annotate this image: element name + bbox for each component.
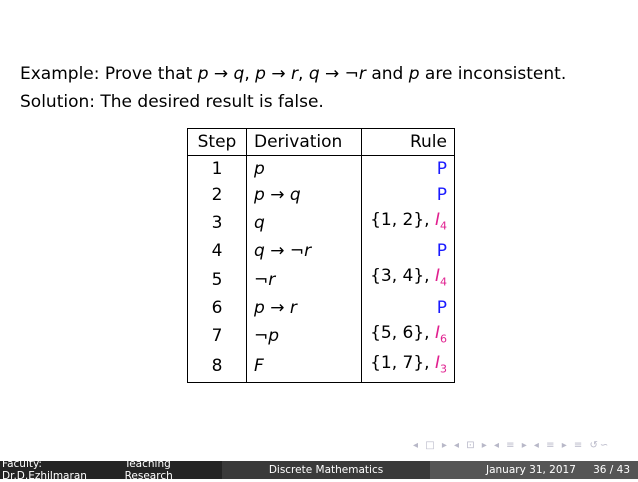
premise-1: p → q [197,64,245,84]
step-cell: 6 [188,295,247,321]
rule-label-text: P [436,159,447,179]
footer-date-block [430,461,638,479]
rule-cell [362,351,455,382]
rule-label [437,159,447,179]
rule-cell [362,321,455,351]
derivation-cell: F [247,351,362,382]
rule-label-text: P [436,297,447,318]
table-row [188,321,455,351]
table-row [188,156,455,183]
rule-label [434,353,447,376]
step-cell: 4 [188,238,247,264]
step-cell: 1 [188,156,247,183]
header-derivation: Derivation [247,129,362,156]
rule-label-text: P [436,241,447,262]
rule-set: {3, 4}, [370,266,430,287]
table-row [188,182,455,208]
rule-set: {5, 6}, [370,322,430,343]
rule-label-text: I [434,322,440,343]
rule-subscript: 4 [440,219,447,233]
derivation-cell: ¬r [247,264,362,294]
table-row [188,208,455,238]
rule-cell [362,238,455,264]
derivation-cell: p [247,156,362,183]
step-cell: 3 [188,208,247,238]
derivation-table [187,128,455,383]
rule-cell [362,295,455,321]
rule-set: {1, 7}, [370,353,430,374]
rule-set: {1, 2}, [370,210,430,230]
header-rule: Rule [362,129,455,156]
derivation-cell: q → ¬r [247,238,362,264]
rule-label-text: I [434,210,440,230]
footer-author-block [0,458,222,482]
rule-cell [362,208,455,238]
rule-subscript: 3 [440,362,447,376]
footer-bar [0,458,638,482]
beamer-navigation-icons[interactable]: ◂ □ ▸ ◂ ⊡ ▸ ◂ ≡ ▸ ◂ ≡ ▸ ≡ ↺∽ [413,440,611,451]
rule-label [434,210,447,233]
derivation-cell: p → r [247,295,362,321]
rule-label [434,266,447,289]
premise-2: p → r [255,64,299,84]
example-prefix: Prove that [104,64,193,84]
footer-section: Teaching Research [124,458,173,482]
table-row [188,295,455,321]
solution-label: Solution: [20,92,95,112]
rule-subscript: 4 [440,275,447,289]
example-line: Example: Prove that p → q, p → r, q → ¬r and p are inconsistent. [20,64,567,84]
rule-cell [362,182,455,208]
rule-label-text: I [434,353,440,374]
derivation-cell: p → q [247,182,362,208]
table-row [188,264,455,294]
example-suffix: are inconsistent. [424,64,567,84]
rule-label-text: I [434,266,440,287]
rule-cell [362,156,455,183]
solution-text: The desired result is false. [100,92,324,112]
rule-label-text: P [436,185,447,205]
rule-cell [362,264,455,294]
example-label: Example: [20,64,100,84]
rule-subscript: 6 [440,332,447,346]
rule-label [437,241,447,261]
step-cell: 5 [188,264,247,294]
footer-date: January 31, 2017 [486,464,576,476]
footer-title: Discrete Mathematics [268,464,384,476]
footer-page: 36 / 43 [593,464,630,476]
premise-4: p [408,64,420,84]
table-header-row [188,129,455,156]
table-row [188,351,455,382]
table-body [188,156,455,383]
rule-label [437,185,447,205]
table-row [188,238,455,264]
conjunction: and [371,64,404,84]
footer-title-block [222,461,430,479]
solution-line [20,92,324,112]
derivation-cell: ¬p [247,321,362,351]
step-cell: 7 [188,321,247,351]
rule-label [434,322,447,346]
step-cell: 2 [188,182,247,208]
step-cell: 8 [188,351,247,382]
premise-3: q → ¬r [308,64,366,84]
header-step: Step [188,129,247,156]
derivation-cell: q [247,208,362,238]
footer-author: Faculty: Dr.D.Ezhilmaran [2,458,87,482]
rule-label [437,298,447,318]
